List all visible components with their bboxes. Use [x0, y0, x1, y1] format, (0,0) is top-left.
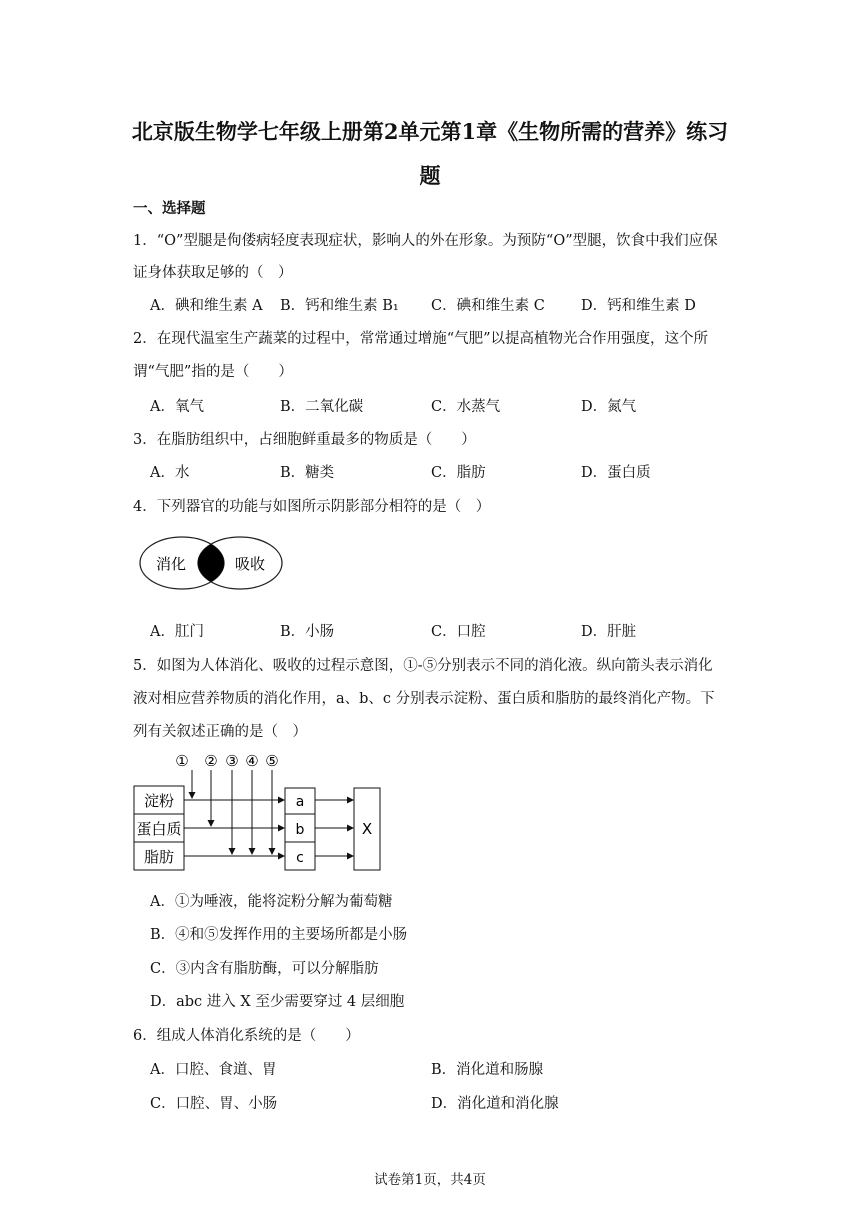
q3-line-1: 3．在脂肪组织中，占细胞鲜重最多的物质是（ ） — [133, 432, 476, 448]
circle-label-5: ⑤ — [265, 752, 279, 770]
q3-option-b: B．糖类 — [280, 465, 335, 481]
nutrient-fat: 脂肪 — [143, 848, 175, 866]
q2-line-1: 2．在现代温室生产蔬菜的过程中，常常通过增施“气肥”以提高植物光合作用强度，这个所 — [133, 331, 709, 347]
nutrient-starch: 淀粉 — [143, 792, 175, 810]
q5-line-1: 5．如图为人体消化、吸收的过程示意图，①-⑤分别表示不同的消化液。纵向箭头表示消化 — [133, 658, 713, 674]
q5-option-c: C．③内含有脂肪酶，可以分解脂肪 — [150, 961, 379, 977]
circle-label-2: ② — [204, 752, 218, 770]
q4-line-1: 4．下列器官的功能与如图所示阴影部分相符的是（ ） — [133, 499, 491, 515]
page-footer: 试卷第1页，共4页 — [374, 1172, 486, 1188]
q6-line-1: 6．组成人体消化系统的是（ ） — [133, 1028, 360, 1044]
product-c: c — [296, 850, 304, 866]
q5-option-a: A．①为唾液，能将淀粉分解为葡萄糖 — [150, 894, 393, 910]
circle-label-3: ③ — [225, 752, 239, 770]
q2-option-a: A．氧气 — [150, 399, 204, 415]
q5-line-3: 列有关叙述正确的是（ ） — [133, 724, 307, 740]
q2-option-c: C．水蒸气 — [431, 399, 501, 415]
q2-option-b: B．二氧化碳 — [280, 399, 364, 415]
q5-option-d: D．abc 进入 X 至少需要穿过 4 层细胞 — [150, 994, 405, 1010]
venn-diagram — [138, 535, 284, 591]
q1-line-1: 1．“O”型腿是佝偻病轻度表现症状，影响人的外在形象。为预防“O”型腿，饮食中我们应保 — [133, 233, 718, 249]
q2-line-2: 谓“气肥”指的是（ ） — [133, 364, 293, 380]
title-line-2: 题 — [419, 163, 441, 188]
product-b: b — [295, 822, 305, 838]
title-line-1: 北京版生物学七年级上册第2单元第1章《生物所需的营养》练习 — [131, 119, 729, 144]
circle-label-4: ④ — [245, 752, 259, 770]
q1-option-d: D．钙和维生素 D — [581, 298, 696, 314]
digestion-diagram — [132, 750, 384, 876]
x-label: X — [361, 820, 373, 838]
q2-option-d: D．氮气 — [581, 399, 637, 415]
q6-option-c: C．口腔、胃、小肠 — [150, 1096, 278, 1112]
q5-option-b: B．④和⑤发挥作用的主要场所都是小肠 — [150, 927, 408, 943]
q1-line-2: 证身体获取足够的（ ） — [133, 265, 293, 281]
venn-right-label: 吸收 — [235, 555, 266, 573]
q1-option-a: A．碘和维生素 A — [150, 298, 263, 314]
q5-line-2: 液对相应营养物质的消化作用，a、b、c 分别表示淀粉、蛋白质和脂肪的最终消化产物。下 — [133, 691, 715, 707]
q6-option-b: B．消化道和肠腺 — [431, 1062, 544, 1078]
q6-option-a: A．口腔、食道、胃 — [150, 1062, 277, 1078]
product-a: a — [295, 794, 305, 810]
q1-option-c: C．碘和维生素 C — [431, 298, 545, 314]
q1-option-b: B．钙和维生素 B₁ — [280, 298, 399, 314]
q3-option-d: D．蛋白质 — [581, 465, 651, 481]
q6-option-d: D．消化道和消化腺 — [431, 1096, 559, 1112]
q4-option-c: C．口腔 — [431, 624, 486, 640]
section-heading: 一、选择题 — [133, 200, 206, 217]
q4-option-b: B．小肠 — [280, 624, 335, 640]
q3-option-c: C．脂肪 — [431, 465, 486, 481]
q3-option-a: A．水 — [150, 465, 190, 481]
circle-label-1: ① — [175, 752, 189, 770]
q4-option-a: A．肛门 — [150, 624, 204, 640]
nutrient-protein: 蛋白质 — [136, 820, 182, 838]
venn-left-label: 消化 — [156, 555, 187, 573]
q4-option-d: D．肝脏 — [581, 624, 637, 640]
